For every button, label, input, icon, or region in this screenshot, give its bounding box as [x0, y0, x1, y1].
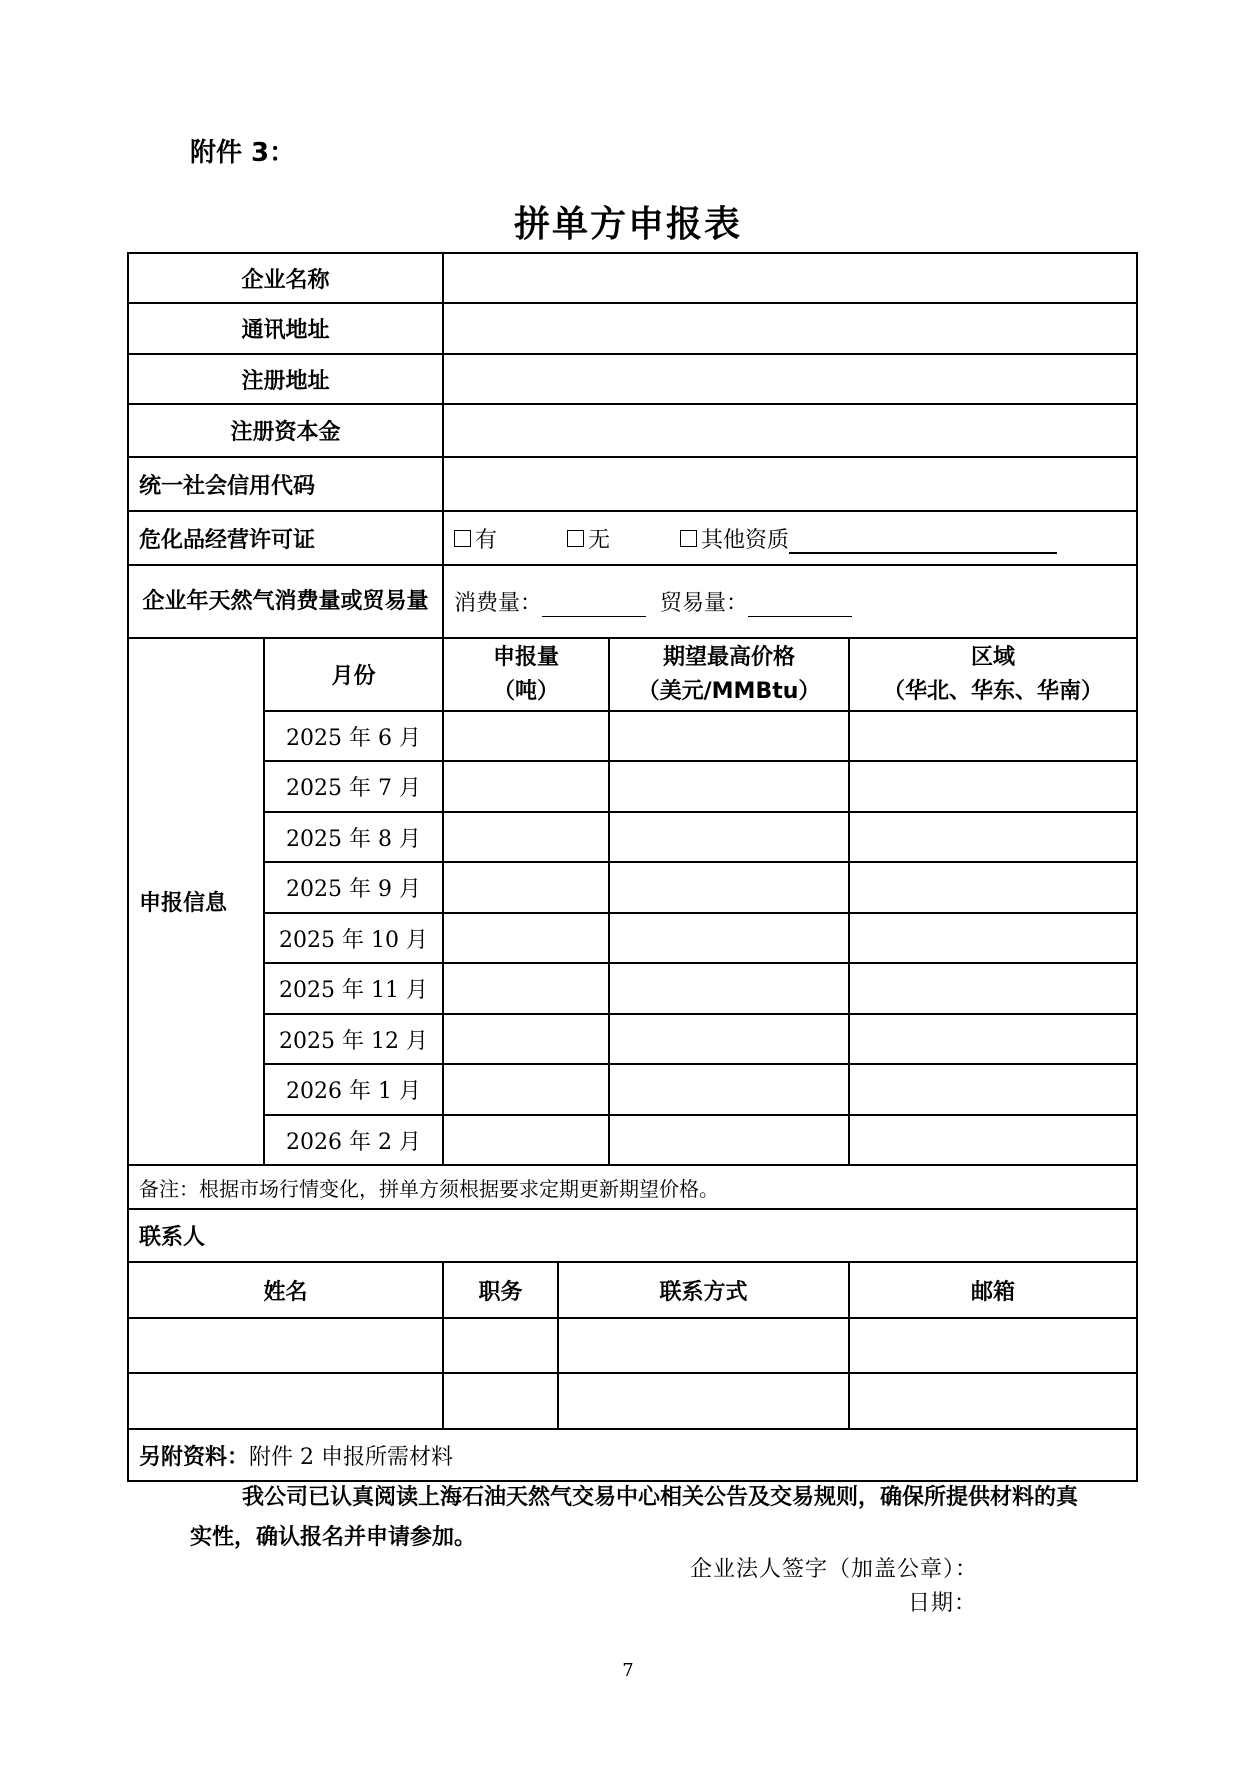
declaration-statement: 我公司已认真阅读上海石油天然气交易中心相关公告及交易规则，确保所提供材料的真实性，确认报名并申请参加。 [190, 1485, 1079, 1550]
quantity-cell[interactable] [443, 963, 609, 1014]
mail-address-label: 通讯地址 [128, 303, 443, 354]
contact-position-header: 职务 [444, 1263, 559, 1317]
reg-address-field[interactable] [443, 354, 1137, 404]
quantity-cell[interactable] [443, 761, 609, 812]
page-number: 7 [622, 1660, 634, 1681]
region-cell[interactable] [849, 963, 1137, 1014]
annual-volume-label: 企业年天然气消费量或贸易量 [128, 565, 443, 638]
license-option-no[interactable]: 无 [567, 523, 610, 554]
contact-phone-header: 联系方式 [659, 1279, 748, 1305]
other-license-line[interactable] [789, 530, 1057, 554]
region-cell[interactable] [849, 812, 1137, 862]
month-cell: 2026 年 1 月 [264, 1064, 443, 1115]
region-cell[interactable] [849, 913, 1137, 963]
company-name-label: 企业名称 [128, 253, 443, 303]
credit-code-label: 统一社会信用代码 [128, 457, 443, 511]
application-form [127, 252, 1138, 1482]
region-header: 区域 （华北、华东、华南） [849, 638, 1137, 711]
month-cell: 2025 年 10 月 [264, 913, 443, 963]
license-option-other[interactable]: 其他资质 [680, 523, 789, 554]
contact-name-cell[interactable] [128, 1318, 443, 1373]
quantity-cell[interactable] [443, 1064, 609, 1115]
quantity-cell[interactable] [443, 812, 609, 862]
hazard-license-label: 危化品经营许可证 [128, 511, 443, 565]
extra-materials-value: 附件 2 申报所需材料 [249, 1444, 453, 1470]
checkbox-icon[interactable] [680, 530, 697, 547]
hazard-license-options [443, 511, 1137, 565]
date-label: 日期： [908, 1591, 978, 1616]
region-cell[interactable] [849, 1014, 1137, 1064]
form-title: 拼单方申报表 [513, 204, 742, 245]
quantity-cell[interactable] [443, 711, 609, 761]
quantity-cell[interactable] [443, 862, 609, 913]
region-cell[interactable] [849, 1064, 1137, 1115]
contact-name-cell[interactable] [128, 1373, 443, 1429]
month-cell: 2025 年 8 月 [264, 812, 443, 862]
extra-materials-label: 另附资料： [139, 1444, 250, 1470]
price-cell[interactable] [609, 1064, 849, 1115]
contact-phone-cell[interactable] [559, 1374, 848, 1428]
extra-materials [128, 1429, 1137, 1481]
month-cell: 2025 年 7 月 [264, 761, 443, 812]
price-cell[interactable] [609, 761, 849, 812]
reg-capital-label: 注册资本金 [128, 404, 443, 457]
quantity-header: 申报量 （吨） [443, 638, 609, 711]
price-cell[interactable] [609, 862, 849, 913]
contact-mid-cell [443, 1318, 849, 1373]
quantity-cell[interactable] [443, 1115, 609, 1165]
contact-label: 联系人 [128, 1209, 1137, 1262]
checkbox-icon[interactable] [454, 530, 471, 547]
price-cell[interactable] [609, 963, 849, 1014]
month-cell: 2025 年 9 月 [264, 862, 443, 913]
contact-name-header: 姓名 [128, 1262, 443, 1318]
note-text: 备注：根据市场行情变化，拼单方须根据要求定期更新期望价格。 [128, 1165, 1137, 1209]
trade-label: 贸易量： [660, 591, 749, 616]
trade-blank[interactable] [748, 596, 852, 617]
company-name-field[interactable] [443, 253, 1137, 303]
price-cell[interactable] [609, 1014, 849, 1064]
reg-capital-field[interactable] [443, 404, 1137, 457]
signature-label: 企业法人签字（加盖公章）： [690, 1557, 979, 1582]
credit-code-field[interactable] [443, 457, 1137, 511]
month-cell: 2025 年 6 月 [264, 711, 443, 761]
contact-mid-header [443, 1262, 849, 1318]
price-cell[interactable] [609, 812, 849, 862]
contact-position-cell[interactable] [444, 1374, 559, 1428]
consumption-label: 消费量： [454, 591, 543, 616]
mail-address-field[interactable] [443, 303, 1137, 354]
reg-address-label: 注册地址 [128, 354, 443, 404]
quantity-cell[interactable] [443, 1014, 609, 1064]
quantity-cell[interactable] [443, 913, 609, 963]
month-cell: 2025 年 11 月 [264, 963, 443, 1014]
price-cell[interactable] [609, 711, 849, 761]
contact-mid-cell [443, 1373, 849, 1429]
checkbox-icon[interactable] [567, 530, 584, 547]
region-cell[interactable] [849, 1115, 1137, 1165]
month-cell: 2025 年 12 月 [264, 1014, 443, 1064]
price-cell[interactable] [609, 913, 849, 963]
contact-phone-cell[interactable] [559, 1319, 848, 1372]
price-cell[interactable] [609, 1115, 849, 1165]
price-header: 期望最高价格 （美元/MMBtu） [609, 638, 849, 711]
license-option-yes[interactable]: 有 [454, 523, 497, 554]
consumption-blank[interactable] [542, 596, 646, 617]
contact-email-cell[interactable] [849, 1318, 1137, 1373]
region-cell[interactable] [849, 711, 1137, 761]
declaration-section-label: 申报信息 [128, 638, 264, 1165]
contact-email-header: 邮箱 [849, 1262, 1137, 1318]
attachment-label: 附件 3： [190, 138, 296, 168]
region-cell[interactable] [849, 761, 1137, 812]
contact-position-cell[interactable] [444, 1319, 559, 1372]
month-cell: 2026 年 2 月 [264, 1115, 443, 1165]
volume-fields [443, 565, 1137, 638]
month-header: 月份 [264, 638, 443, 711]
region-cell[interactable] [849, 862, 1137, 913]
contact-email-cell[interactable] [849, 1373, 1137, 1429]
